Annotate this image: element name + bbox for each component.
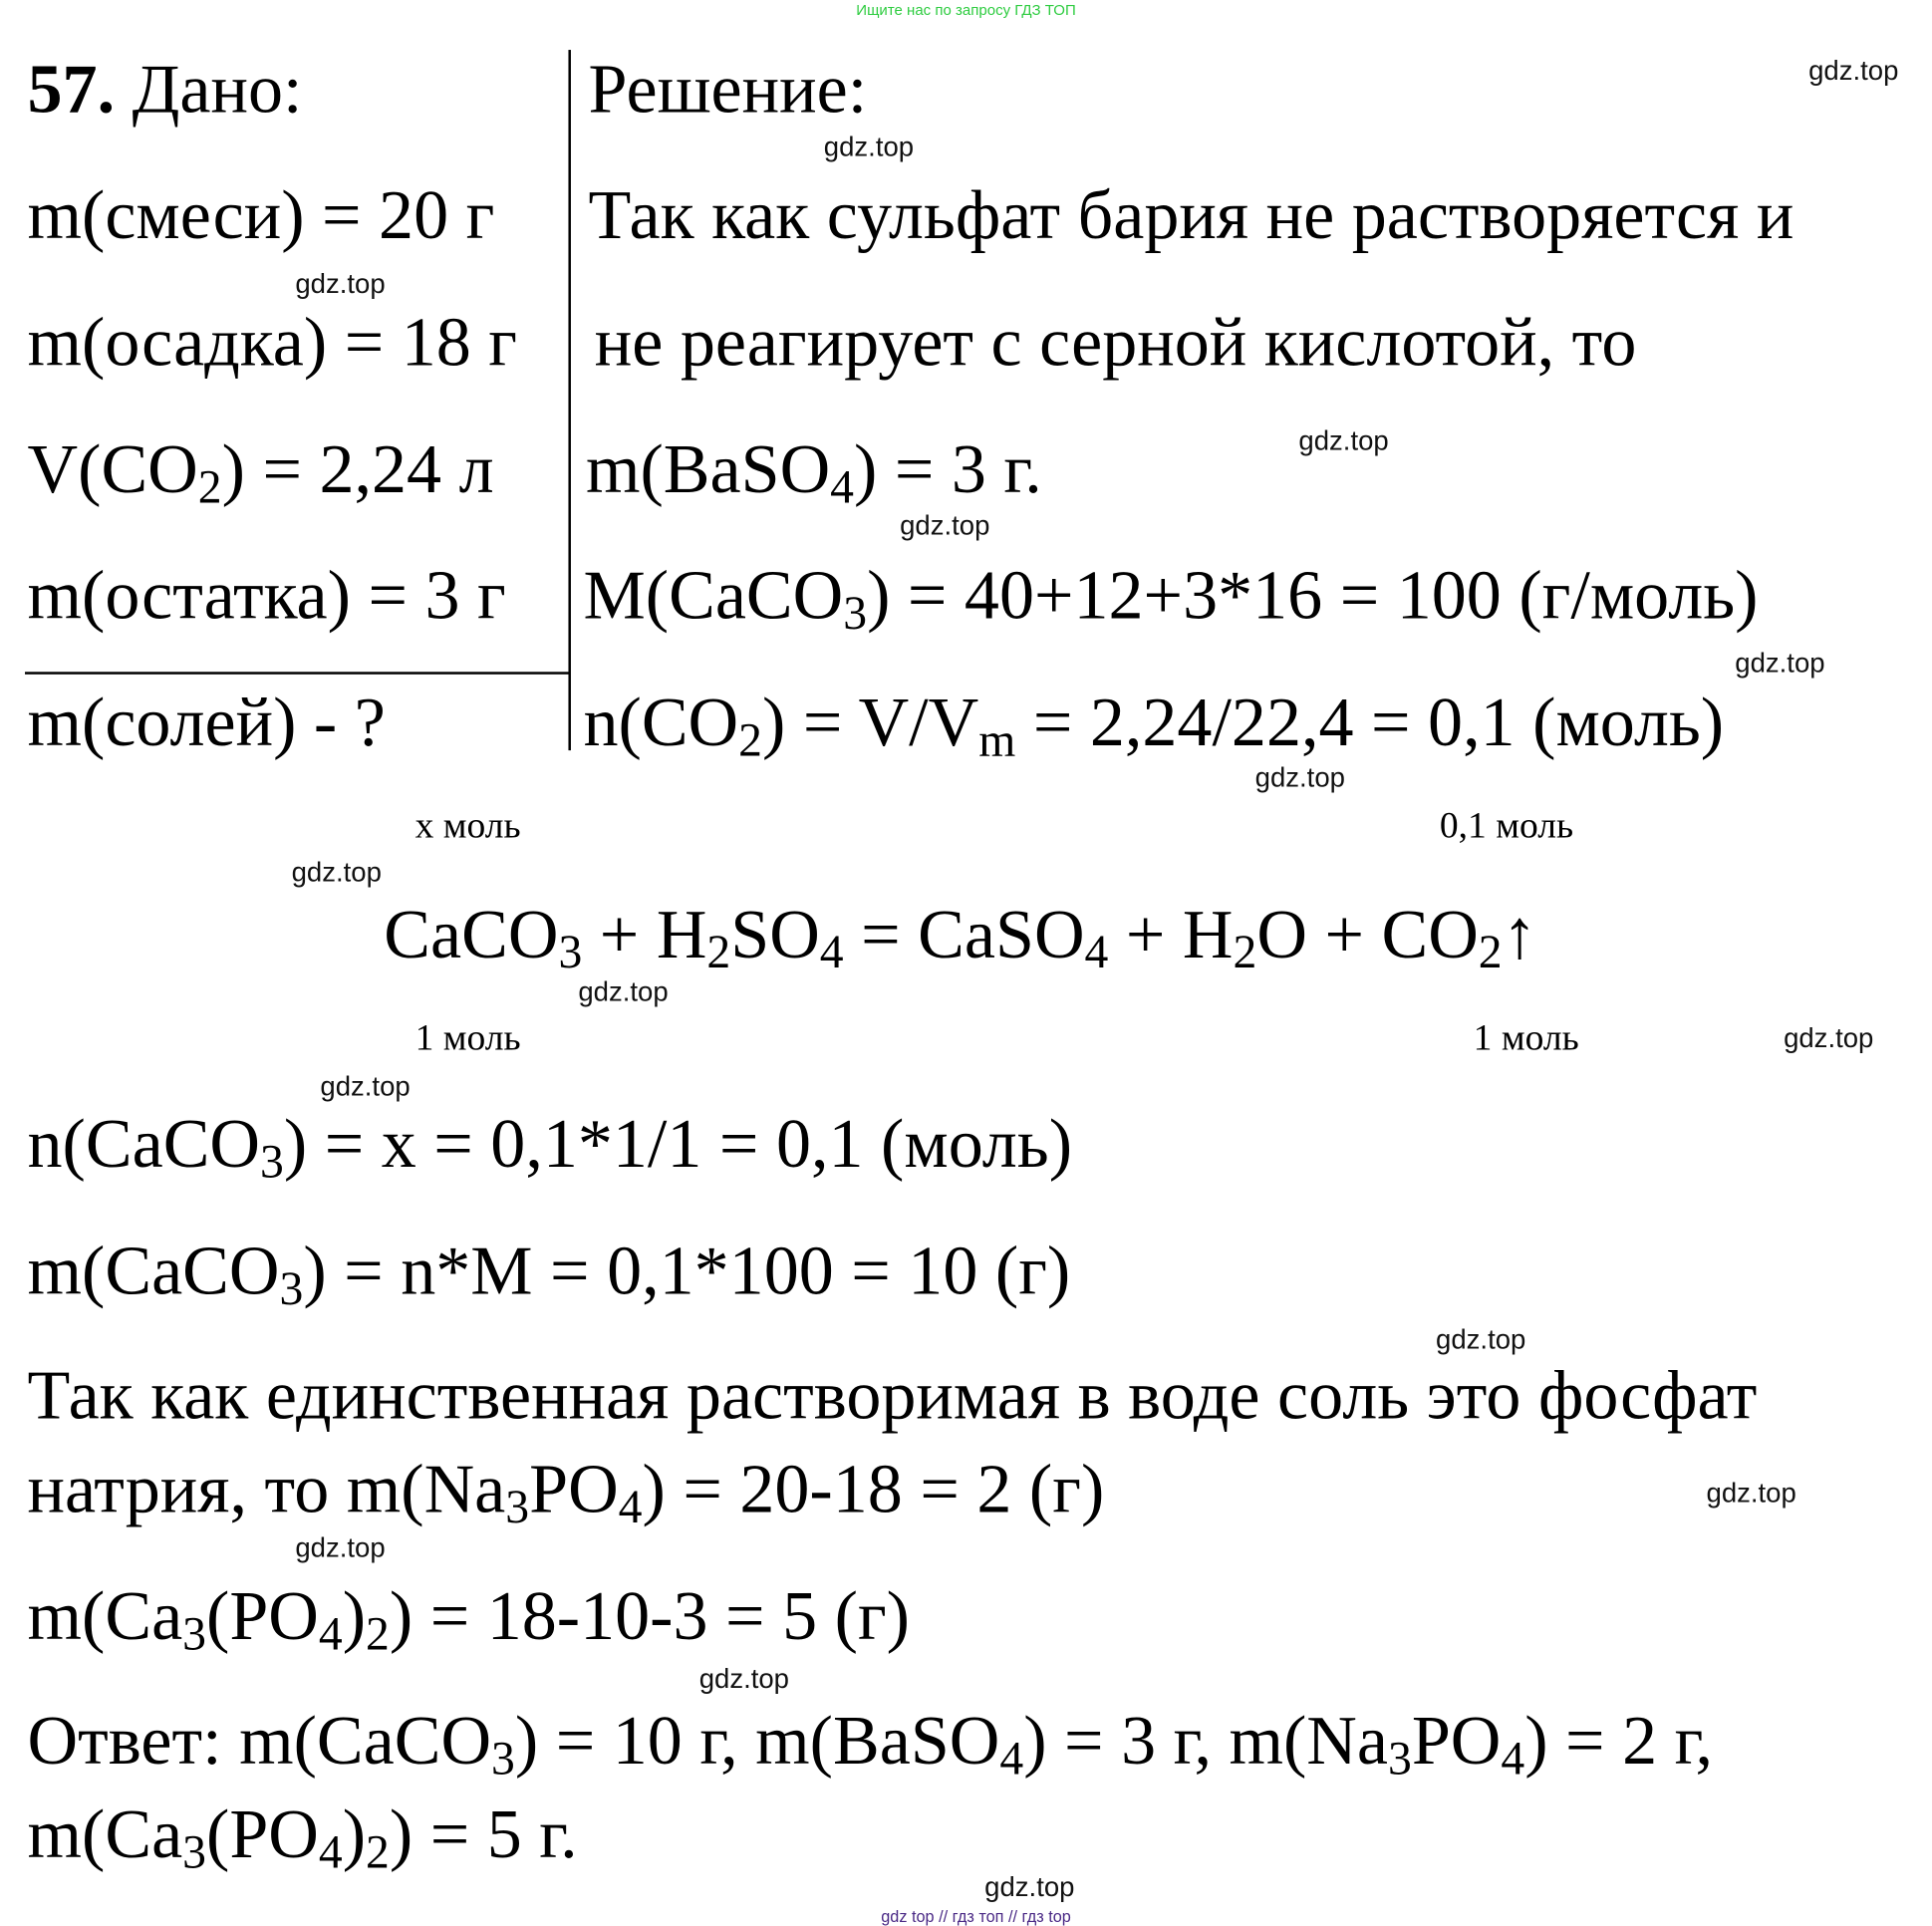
watermark: gdz.top: [291, 856, 382, 888]
formula-text: V(CO: [27, 430, 198, 509]
formula-text: Так как единственная растворимая в воде соль это фосфат: [27, 1357, 1758, 1435]
subscript: 2: [1233, 926, 1257, 979]
formula-text: SO: [730, 896, 820, 974]
formula-text: = CaSO: [843, 896, 1085, 974]
subscript: 4: [1084, 926, 1109, 979]
answer-line: [27, 1702, 1713, 1786]
find-line: [27, 684, 386, 762]
watermark: gdz.top: [295, 267, 386, 300]
search-banner[interactable]: Ищите нас по запросу ГДЗ ТОП: [856, 1, 1076, 19]
formula-text: (PO: [206, 1795, 319, 1874]
column-divider: [568, 50, 571, 750]
subscript: 2: [738, 714, 762, 767]
formula-text: ) = 20-18 = 2 (г): [642, 1451, 1105, 1528]
reaction-equation: [384, 896, 1537, 979]
equation-below-right: 1 моль: [1473, 1016, 1579, 1059]
step-line: [27, 1233, 1071, 1316]
solution-line: [585, 430, 1042, 514]
formula-text: ) = 3 г.: [853, 430, 1042, 509]
given-line: [27, 176, 495, 255]
formula-text: M(CaCO: [583, 557, 844, 635]
watermark: gdz.top: [1254, 761, 1345, 793]
subscript: 2: [706, 926, 731, 979]
formula-text: ) = 3 г, m(Na: [1023, 1702, 1388, 1781]
formula-text: ) = 2 г,: [1524, 1702, 1713, 1781]
answer-line: [27, 1795, 578, 1879]
problem-header: [27, 51, 303, 129]
watermark: gdz.top: [1735, 647, 1825, 679]
step-line: [27, 1577, 911, 1661]
subscript: 3: [505, 1481, 530, 1534]
given-title: Дано:: [132, 51, 303, 129]
formula-text: + H: [582, 896, 707, 974]
formula-text: ) = 5 г.: [389, 1795, 578, 1874]
subscript: 3: [182, 1608, 207, 1661]
subscript: 3: [558, 926, 583, 979]
formula-text: натрия, то m(Na: [27, 1451, 506, 1528]
subscript: 3: [1387, 1733, 1412, 1786]
formula-text: ↑: [1502, 896, 1537, 974]
subscript: 4: [318, 1826, 343, 1879]
subscript: 4: [999, 1733, 1024, 1786]
formula-text: (PO: [206, 1577, 319, 1656]
subscript: 3: [260, 1136, 284, 1189]
formula-text: = 2,24/22,4 = 0,1 (моль): [1015, 684, 1725, 762]
formula-text: m(CaCO: [27, 1233, 280, 1310]
equation-above-right: 0,1 моль: [1439, 805, 1574, 847]
given-line: [27, 430, 494, 514]
subscript: 4: [1501, 1733, 1525, 1786]
step-line: [27, 1451, 1105, 1534]
solution-line: [588, 176, 1794, 255]
given-divider: [25, 672, 570, 675]
formula-text: ): [342, 1577, 367, 1656]
formula-text: ): [342, 1795, 367, 1874]
formula-text: ) = n*M = 0,1*100 = 10 (г): [303, 1233, 1071, 1310]
formula-text: Ответ: m(CaCO: [27, 1702, 492, 1781]
subscript: m: [978, 714, 1016, 767]
problem-number: 57.: [27, 51, 116, 129]
solution-title: Решение:: [588, 51, 868, 129]
subscript: 2: [366, 1608, 390, 1661]
formula-text: m(Ca: [27, 1577, 183, 1656]
watermark: gdz.top: [1436, 1323, 1526, 1355]
watermark: gdz.top: [1706, 1477, 1796, 1509]
solution-line: [583, 684, 1725, 767]
subscript: 2: [1478, 926, 1503, 979]
formula-text: ) = 2,24 л: [221, 430, 494, 509]
subscript: 3: [182, 1826, 207, 1879]
formula-text: CaCO: [384, 896, 559, 974]
formula-text: m(осадка) = 18 г: [27, 304, 518, 382]
formula-text: PO: [1411, 1702, 1502, 1781]
subscript: 2: [197, 461, 222, 514]
watermark: gdz.top: [698, 1662, 789, 1695]
subscript: 3: [279, 1262, 304, 1316]
formula-text: m(смеси) = 20 г: [27, 176, 495, 255]
formula-text: ) = 40+12+3*16 = 100 (г/моль): [867, 557, 1759, 635]
subscript: 4: [318, 1608, 343, 1661]
footer-links[interactable]: gdz top // гдз топ // гдз top: [881, 1907, 1071, 1926]
solution-line: [583, 557, 1759, 641]
watermark: gdz.top: [823, 131, 915, 162]
watermark: gdz.top: [984, 1870, 1075, 1903]
watermark: gdz.top: [1808, 55, 1899, 87]
watermark: gdz.top: [320, 1070, 411, 1102]
formula-text: m(Ca: [27, 1795, 183, 1874]
formula-text: m(солей) - ?: [27, 684, 386, 762]
watermark: gdz.top: [578, 975, 669, 1007]
formula-text: m(BaSO: [585, 430, 831, 509]
subscript: 4: [819, 926, 844, 979]
step-line: [27, 1357, 1758, 1435]
formula-text: m(остатка) = 3 г: [27, 557, 506, 635]
formula-text: не реагирует с серной кислотой, то: [594, 304, 1637, 382]
watermark: gdz.top: [295, 1531, 386, 1563]
formula-text: ) = 18-10-3 = 5 (г): [389, 1577, 911, 1656]
formula-text: ) = x = 0,1*1/1 = 0,1 (моль): [283, 1105, 1073, 1184]
formula-text: PO: [529, 1451, 619, 1528]
given-line: [27, 557, 506, 635]
watermark: gdz.top: [1784, 1021, 1874, 1054]
subscript: 2: [366, 1826, 390, 1879]
formula-text: O + CO: [1256, 896, 1479, 974]
equation-above-left: x моль: [414, 805, 521, 847]
formula-text: ) = V/V: [761, 684, 979, 762]
formula-text: n(CaCO: [27, 1105, 261, 1184]
subscript: 3: [491, 1733, 515, 1786]
subscript: 4: [830, 461, 854, 514]
step-line: [27, 1105, 1073, 1189]
formula-text: ) = 10 г, m(BaSO: [514, 1702, 1000, 1781]
formula-text: Так как сульфат бария не растворяется и: [588, 176, 1794, 255]
subscript: 3: [843, 587, 868, 641]
formula-text: + H: [1108, 896, 1234, 974]
watermark: gdz.top: [900, 509, 990, 541]
subscript: 4: [618, 1481, 643, 1534]
equation-below-left: 1 моль: [414, 1016, 521, 1059]
formula-text: n(CO: [583, 684, 739, 762]
given-line: [27, 304, 518, 382]
solution-line: [594, 304, 1637, 382]
watermark: gdz.top: [1298, 424, 1389, 456]
